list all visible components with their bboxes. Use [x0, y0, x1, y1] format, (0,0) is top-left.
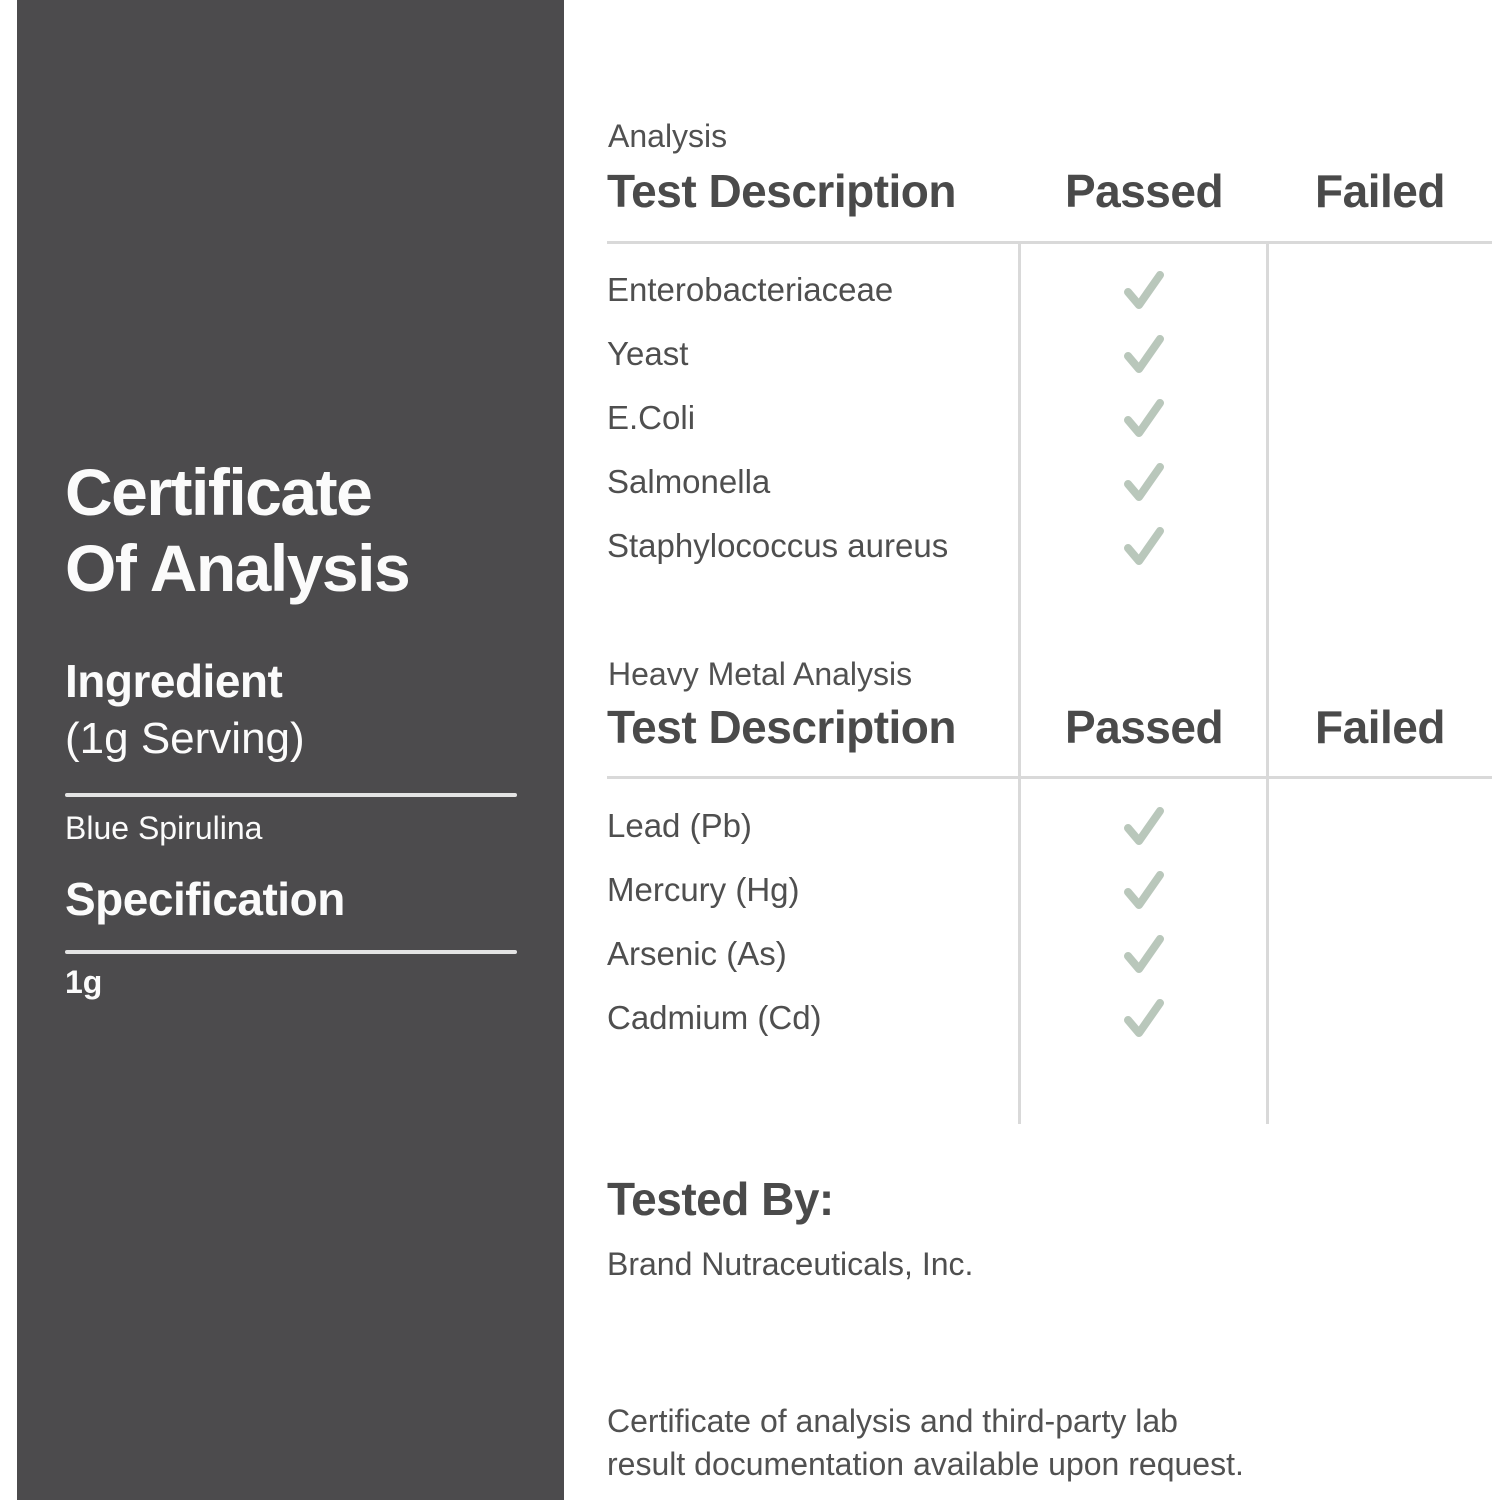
failed-cell [1268, 858, 1492, 922]
failed-cell [1268, 514, 1492, 578]
table-row [607, 450, 1492, 514]
left-panel [17, 0, 564, 1500]
passed-cell [1020, 258, 1268, 322]
test-name: Lead (Pb) [607, 807, 752, 844]
table-row [607, 322, 1492, 386]
passed-cell [1020, 922, 1268, 986]
test-name: Salmonella [607, 463, 771, 500]
check-icon [1120, 995, 1168, 1041]
test-name: Cadmium (Cd) [607, 999, 822, 1036]
table-body [607, 258, 1492, 578]
test-name: E.Coli [607, 399, 696, 436]
check-icon [1120, 459, 1168, 505]
table-row [607, 514, 1492, 578]
table-header-rule [607, 241, 1492, 244]
passed-cell [1020, 986, 1268, 1050]
page-title-line-1: Certificate [65, 455, 372, 529]
ingredient-serving-size: (1g Serving) [65, 714, 305, 763]
passed-cell [1020, 514, 1268, 578]
passed-cell [1020, 858, 1268, 922]
test-name: Staphylococcus aureus [607, 527, 949, 564]
column-header-failed: Failed [1315, 701, 1445, 753]
test-name: Mercury (Hg) [607, 871, 800, 908]
check-icon [1120, 395, 1168, 441]
test-name: Yeast [607, 335, 689, 372]
table-header-row [607, 164, 1492, 218]
passed-cell [1020, 450, 1268, 514]
specification-heading: Specification [65, 873, 345, 925]
check-icon [1120, 803, 1168, 849]
column-header-failed: Failed [1315, 165, 1445, 217]
table-row [607, 794, 1492, 858]
passed-cell [1020, 386, 1268, 450]
specification-value: 1g [65, 964, 103, 1000]
test-name: Arsenic (As) [607, 935, 787, 972]
table-body [607, 794, 1492, 1050]
footer-note-line-2: result documentation available upon request. [607, 1446, 1244, 1482]
table-row [607, 386, 1492, 450]
passed-cell [1020, 322, 1268, 386]
column-header-passed: Passed [1064, 701, 1224, 753]
ingredient-heading: Ingredient [65, 655, 283, 707]
failed-cell [1268, 450, 1492, 514]
tested-by-value: Brand Nutraceuticals, Inc. [607, 1246, 974, 1282]
analysis-content [607, 0, 1492, 1500]
footer-note-line-1: Certificate of analysis and third-party lab [607, 1403, 1178, 1439]
page-title-line-2: Of Analysis [65, 531, 410, 605]
table-row [607, 858, 1492, 922]
check-icon [1120, 523, 1168, 569]
table-row [607, 258, 1492, 322]
failed-cell [1268, 258, 1492, 322]
table-section-label: Analysis [608, 118, 728, 154]
failed-cell [1268, 794, 1492, 858]
column-header-test-description: Test Description [607, 701, 956, 753]
failed-cell [1268, 322, 1492, 386]
passed-cell [1020, 794, 1268, 858]
tested-by-heading: Tested By: [607, 1173, 834, 1225]
test-name: Enterobacteriaceae [607, 271, 894, 308]
ingredient-value: Blue Spirulina [65, 810, 263, 846]
column-header-passed: Passed [1064, 165, 1224, 217]
panel-divider [65, 950, 517, 954]
page-title [65, 454, 409, 606]
panel-divider [65, 793, 517, 797]
table-header-row [607, 700, 1492, 754]
table-row [607, 986, 1492, 1050]
table-section-label: Heavy Metal Analysis [608, 656, 913, 692]
column-header-test-description: Test Description [607, 165, 956, 217]
failed-cell [1268, 986, 1492, 1050]
check-icon [1120, 267, 1168, 313]
failed-cell [1268, 922, 1492, 986]
failed-cell [1268, 386, 1492, 450]
check-icon [1120, 931, 1168, 977]
table-header-rule [607, 776, 1492, 779]
check-icon [1120, 331, 1168, 377]
footer-note [607, 1400, 1244, 1486]
table-row [607, 922, 1492, 986]
check-icon [1120, 867, 1168, 913]
